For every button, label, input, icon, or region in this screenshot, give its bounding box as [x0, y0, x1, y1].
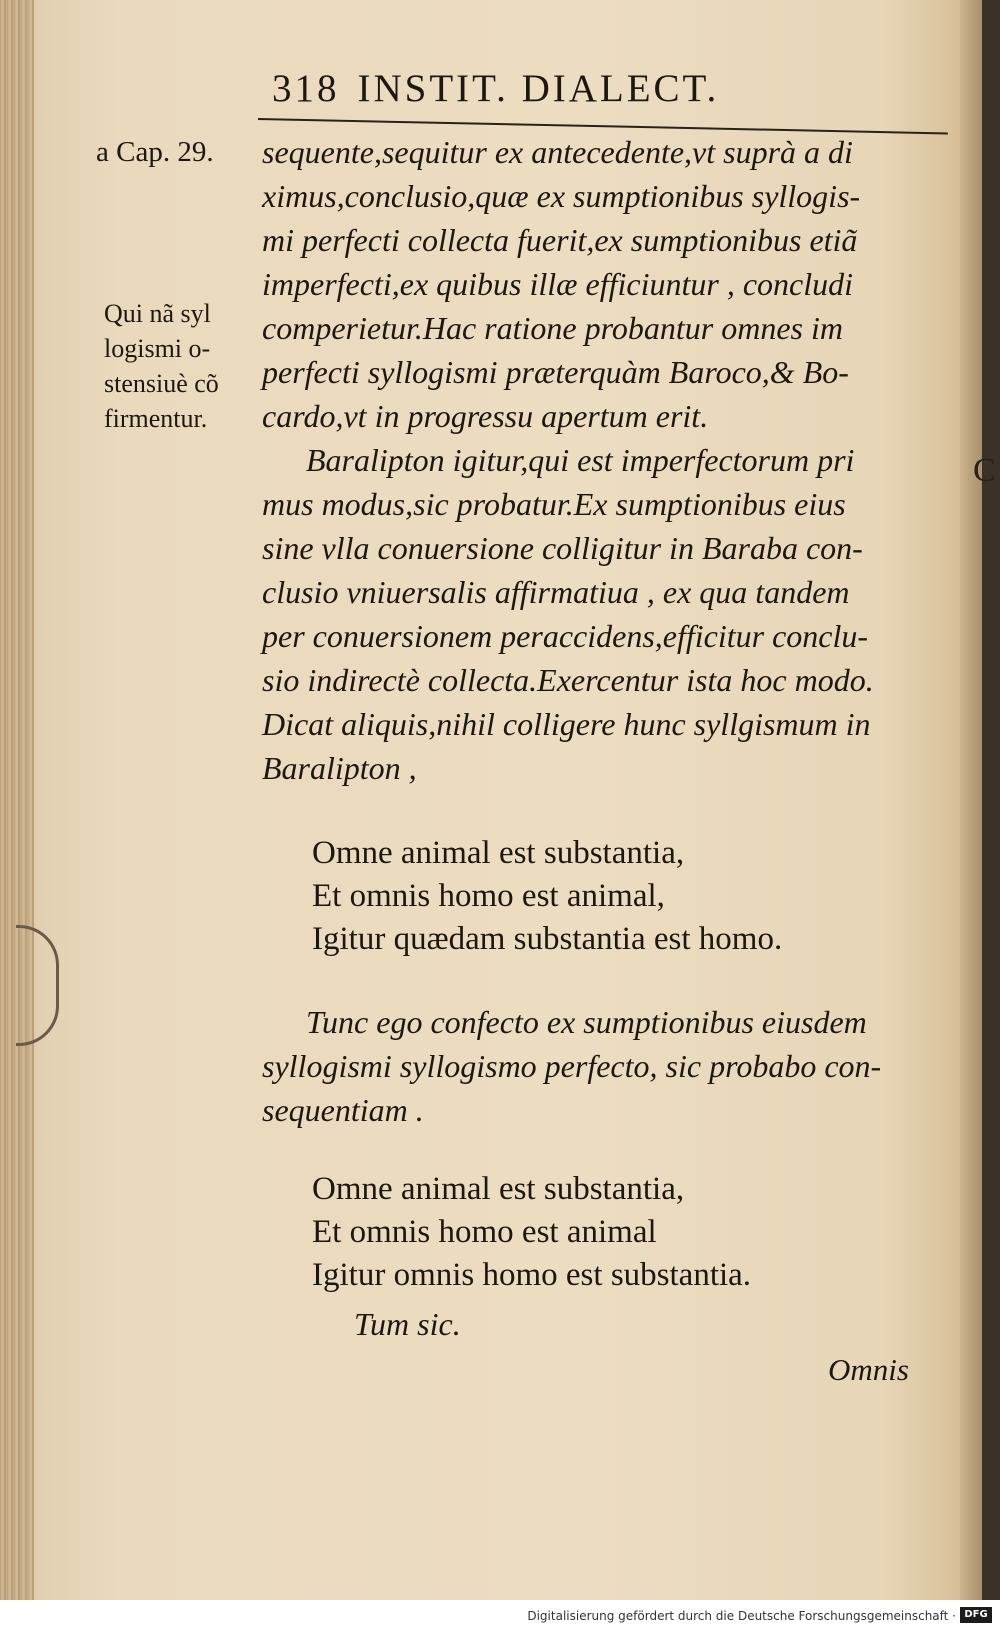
margin-note-line: logismi o- — [104, 334, 211, 363]
margin-note-line: firmentur. — [104, 404, 208, 433]
text-line: Baralipton igitur,qui est imperfectorum pri — [306, 442, 855, 478]
syllogism-line: Et omnis homo est animal — [312, 1214, 657, 1250]
text-line: mus modus,sic probatur.Ex sumptionibus eius — [262, 486, 846, 522]
text-line: sequentiam . — [262, 1092, 424, 1128]
closing-line: Tum sic. — [354, 1306, 461, 1342]
margin-note-line: Qui nã syl — [104, 299, 211, 328]
text-line: imperfecti,ex quibus illæ efficiuntur , concludi — [262, 266, 853, 302]
text-line: clusio vniuersalis affirmatiua , ex qua tandem — [262, 574, 850, 610]
body-paragraph-2 — [262, 1000, 962, 1132]
book-clasp — [16, 925, 59, 1046]
text-line: cardo,vt in progressu apertum erit. — [262, 398, 709, 434]
text-line: Tunc ego confecto ex sumptionibus eiusdem — [306, 1004, 867, 1040]
syllogism-line: Et omnis homo est animal, — [312, 878, 665, 914]
running-header — [272, 66, 872, 111]
text-line: mi perfecti collecta fuerit,ex sumptionibus etiã — [262, 222, 858, 258]
syllogism-block — [312, 832, 782, 961]
text-line: perfecti syllogismi præterquàm Baroco,& Bo- — [262, 354, 849, 390]
syllogism-line: Igitur omnis homo est substantia. — [312, 1257, 752, 1293]
running-title: INSTIT. DIALECT. — [357, 67, 720, 110]
text-line: sequente,sequitur ex antecedente,vt suprà a di — [262, 134, 853, 170]
margin-note — [104, 296, 252, 436]
page-edge — [960, 0, 982, 1600]
dfg-logo: DFG — [960, 1607, 992, 1623]
body-paragraphs — [262, 130, 962, 790]
text-line: syllogismi syllogismo perfecto, sic probabo con- — [262, 1048, 882, 1084]
margin-note-line: stensiuè cõ — [104, 369, 219, 398]
footer-credit: Digitalisierung gefördert durch die Deutsche Forschungsgemeinschaft · — [527, 1609, 956, 1623]
page-gutter — [0, 0, 34, 1600]
edge-letter: C — [973, 452, 996, 489]
text-line: ximus,conclusio,quæ ex sumptionibus syllogis- — [262, 178, 861, 214]
text-line: comperietur.Hac ratione probantur omnes im — [262, 310, 843, 346]
text-line: sine vlla conuersione colligitur in Baraba con- — [262, 530, 863, 566]
text-line: sio indirectè collecta.Exercentur ista hoc modo. — [262, 662, 874, 698]
text-line: Dicat aliquis,nihil colligere hunc syllgismum in — [262, 706, 871, 742]
catchword: Omnis — [828, 1352, 909, 1387]
syllogism-line: Igitur quædam substantia est homo. — [312, 921, 783, 957]
syllogism-block — [312, 1168, 751, 1297]
margin-reference: a Cap. 29. — [96, 136, 214, 168]
text-line: per conuersionem peraccidens,efficitur conclu- — [262, 618, 869, 654]
text-line: Baralipton , — [262, 750, 417, 786]
digitization-footer — [0, 1600, 1000, 1632]
page-number: 318 — [272, 67, 340, 110]
syllogism-line: Omne animal est substantia, — [312, 1171, 685, 1207]
syllogism-line: Omne animal est substantia, — [312, 835, 685, 871]
